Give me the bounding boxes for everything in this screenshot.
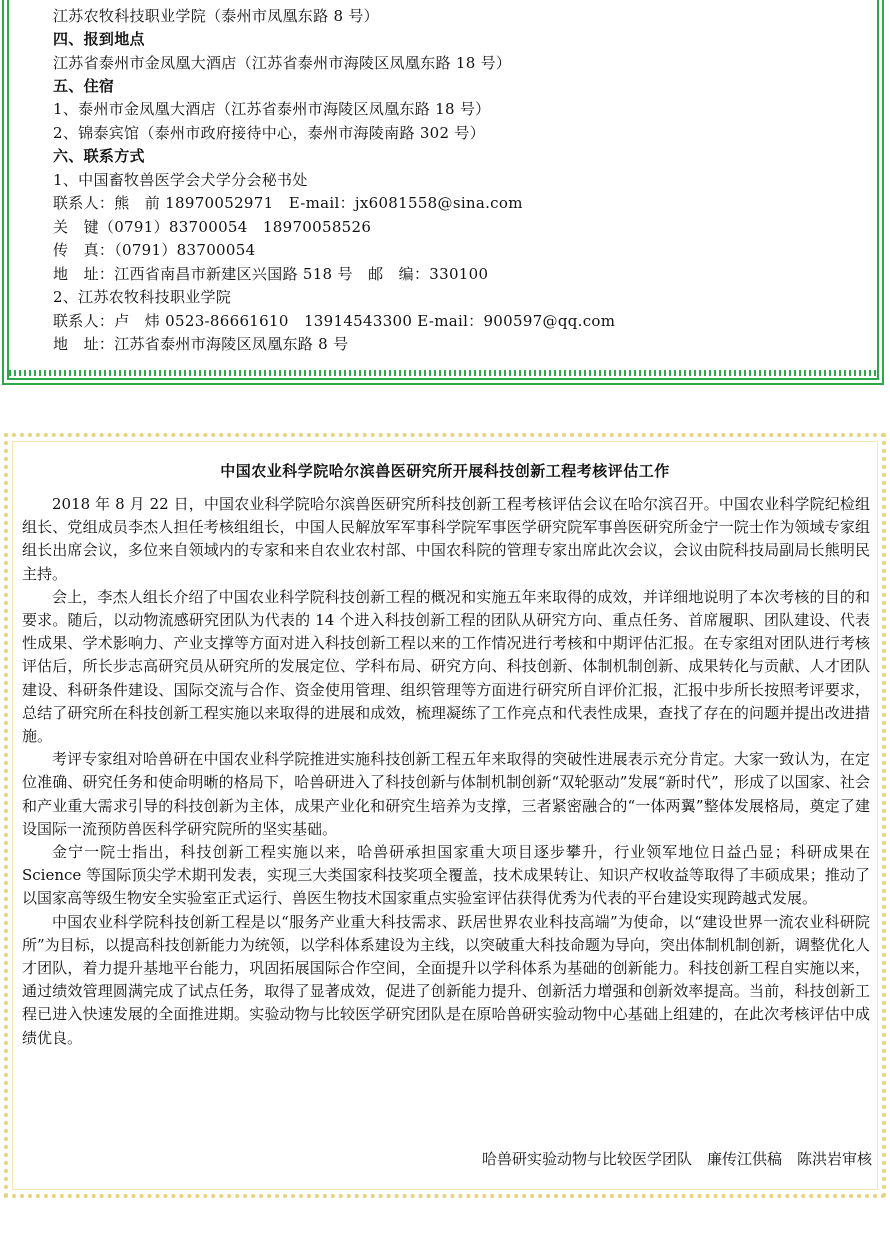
notice-line: 江苏省泰州市金凤凰大酒店（江苏省泰州市海陵区凤凰东路 18 号）	[53, 54, 512, 72]
contact-line: 地 址：江苏省泰州市海陵区凤凰东路 8 号	[53, 335, 349, 353]
article-paragraph: 金宁一院士指出，科技创新工程实施以来，哈兽研承担国家重大项目逐步攀升，行业领军地位日益凸显；科研成果在 Science 等国际顶尖学术期刊发表，实现三大类国家科技奖项全覆盖，技术成果转让、知识产权收益等取得了丰硕成果；推动了以国家高等级生物安全实验室正式运行、兽医生物技术国家重点实验室评估获得优秀为代表的平台建设实现跨越式发展。	[22, 843, 870, 908]
article-title: 中国农业科学院哈尔滨兽医研究所开展科技创新工程考核评估工作	[220, 462, 670, 480]
article-signoff: 哈兽研实验动物与比较医学团队 廉传江供稿 陈洪岩审核	[481, 1150, 872, 1168]
notice-line: 1、中国畜牧兽医学会犬学分会秘书处	[53, 171, 308, 189]
contact-line: 关 键（0791）83700054 18970058526	[53, 218, 372, 236]
article-paragraph: 中国农业科学院科技创新工程是以“服务产业重大科技需求、跃居世界农业科技高端”为使命，以“建设世界一流农业科研院所”为目标，以提高科技创新能力为统领，以学科体系建设为主线，以突破重大科技命题为导向，突出体制机制创新，调整优化人才团队，着力提升基地平台能力，巩固拓展国际合作空间，全面提升以学科体系为基础的创新能力。科技创新工程自实施以来，通过绩效管理圆满完成了试点任务，取得了显著成效，促进了创新能力提升、创新活力增强和创新效率提高。当前，科技创新工程已进入快速发展的全面推进期。实验动物与比较医学研究团队是在原哈兽研实验动物中心基础上组建的，在此次考核评估中成绩优良。	[22, 912, 870, 1047]
section-heading-contact: 六、联系方式	[53, 147, 145, 165]
notice-line: 2、锦泰宾馆（泰州市政府接待中心，泰州市海陵南路 302 号）	[53, 124, 486, 142]
section-heading-accommodation: 五、住宿	[53, 77, 115, 95]
article-paragraph: 考评专家组对哈兽研在中国农业科学院推进实施科技创新工程五年来取得的突破性进展表示充分肯定。大家一致认为，在定位准确、研究任务和使命明晰的格局下，哈兽研进入了科技创新与体制机制创新“双轮驱动”发展“新时代”，形成了以国家、社会和产业重大需求引导的科技创新为主体，成果产业化和研究生培养为支撑，三者紧密融合的“一体两翼”整体发展格局，奠定了建设国际一流预防兽医科学研究院所的坚实基础。	[22, 750, 870, 838]
contact-line: 传 真：（0791）83700054	[53, 241, 256, 259]
contact-line: 联系人：卢 炜 0523-86661610 13914543300 E-mail：900597@qq.com	[53, 312, 616, 330]
notice-line: 1、泰州市金凤凰大酒店（江苏省泰州市海陵区凤凰东路 18 号）	[53, 100, 491, 118]
contact-line: 联系人：熊 前 18970052971 E-mail：jx6081558@sina.com	[53, 194, 523, 212]
notice-line: 江苏农牧科技职业学院（泰州市凤凰东路 8 号）	[53, 7, 379, 25]
article-paragraph: 2018 年 8 月 22 日，中国农业科学院哈尔滨兽医研究所科技创新工程考核评估会议在哈尔滨召开。中国农业科学院纪检组组长、党组成员李杰人担任考核组组长，中国人民解放军军事科学院军事医学研究院军事兽医研究所金宁一院士作为领域专家组组长出席会议，多位来自领域内的专家和来自农业农村部、中国农科院的管理专家出席此次会议，会议由院科技局副局长熊明民主持。	[22, 495, 870, 583]
article-body	[22, 493, 870, 1050]
contact-line: 地 址：江西省南昌市新建区兴国路 518 号 邮 编：330100	[53, 265, 489, 283]
article-paragraph: 会上，李杰人组长介绍了中国农业科学院科技创新工程的概况和实施五年来取得的成效，并详细地说明了本次考核的目的和要求。随后，以动物流感研究团队为代表的 14 个进入科技创新工程的团队从研究方向、重点任务、首席履职、团队建设、代表性成果、学术影响力、产业支撑等方面对进入科技创新工程以来的工作情况进行考核和中期评估汇报。在专家组对团队进行考核评估后，所长步志高研究员从研究所的发展定位、学科布局、研究方向、科技创新、体制机制创新、成果转化与贡献、人才团队建设、科研条件建设、国际交流与合作、资金使用管理、组织管理等方面进行研究所自评价汇报，汇报中步所长按照考评要求，总结了研究所在科技创新工程实施以来取得的进展和成效，梳理凝练了工作亮点和代表性成果，查找了存在的问题并提出改进措施。	[22, 587, 870, 746]
section-heading-registration: 四、报到地点	[53, 30, 145, 48]
notice-line: 2、江苏农牧科技职业学院	[53, 288, 232, 306]
